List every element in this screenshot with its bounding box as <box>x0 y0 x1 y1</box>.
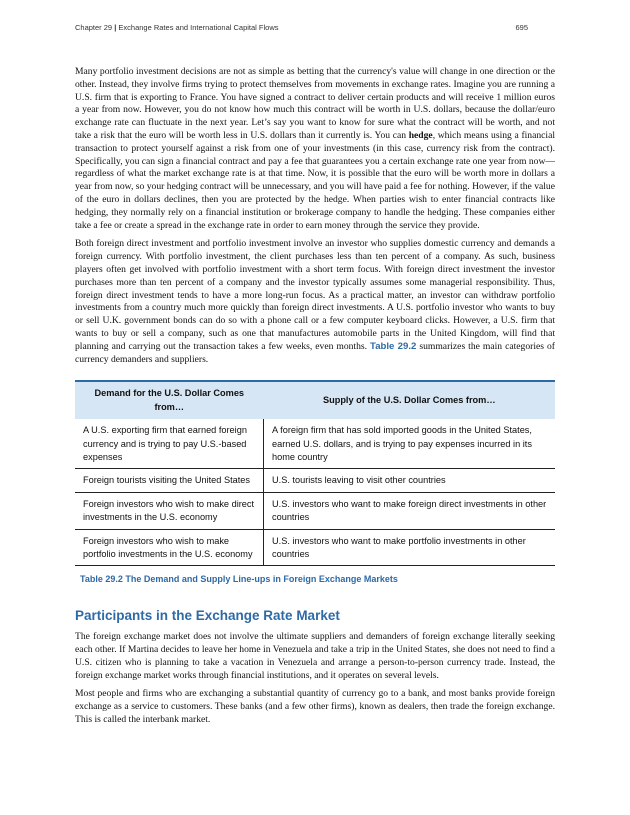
table-row <box>75 469 555 492</box>
section-heading: Participants in the Exchange Rate Market <box>75 608 340 624</box>
table-header-row <box>75 381 555 419</box>
table-cell: Foreign investors who wish to make portfolio investments in the U.S. economy <box>75 529 264 566</box>
table-row <box>75 529 555 566</box>
table-caption: Table 29.2 The Demand and Supply Line-ups in Foreign Exchange Markets <box>80 574 398 585</box>
table-reference-link[interactable]: Table 29.2 <box>370 340 417 352</box>
table-cell: A U.S. exporting firm that earned foreign currency and is trying to pay U.S.-based expenses <box>75 419 264 469</box>
chapter-title: Exchange Rates and International Capital Flows <box>118 23 279 32</box>
column-header-demand: Demand for the U.S. Dollar Comes from… <box>75 381 264 419</box>
running-title <box>75 23 279 32</box>
paragraph-market-levels: The foreign exchange market does not involve the ultimate suppliers and demanders of foreign exchange literally seeking each other. If Martina decides to leave her home in Venezuela and take a trip in the United States, she does not need to find a U.S. citizen who is planning to take a vacation in Venezuela and arrange a person-to-person currency trade. Instead, the foreign exchange market works through financial institutions, and it operates on several levels. <box>75 631 555 681</box>
chapter-label: Chapter 29 <box>75 23 113 32</box>
header-separator: | <box>114 23 117 32</box>
key-term-hedge: hedge <box>408 129 433 141</box>
column-header-supply: Supply of the U.S. Dollar Comes from… <box>264 381 556 419</box>
demand-supply-table <box>75 380 555 566</box>
table-cell: U.S. investors who want to make portfolio investments in other countries <box>264 529 556 566</box>
page-content <box>75 66 555 733</box>
paragraph-text: Both foreign direct investment and portfolio investment involve an investor who supplies domestic currency and demands a foreign currency. With portfolio investment, the client purchases less than ten percent of a company. As such, business players often get involved with portfolio investment with a short term focus. With foreign direct investment the investor purchases more than ten percent of a company and the investor typically assumes some managerial responsibility. Thus, foreign direct investment tends to have a more long-run focus. As a practical matter, an investor can withdraw portfolio investments from a country much more quickly than foreign direct investments. A U.S. portfolio investor who wants to buy or sell U.K. government bonds can do so with a phone call or a few computer keyboard clicks. However, a U.S. firm that wants to buy or sell a company, such as one that manufactures automobile parts in the United Kingdom, will find that planning and carrying out the transaction takes a few weeks, even months. <box>75 238 555 352</box>
paragraph-text: summarizes the main categories of currency demanders and suppliers. <box>75 340 555 365</box>
table-row <box>75 492 555 529</box>
table-cell: A foreign firm that has sold imported goods in the United States, earned U.S. dollars, and is trying to pay expenses incurred in its home country <box>264 419 556 469</box>
page-header <box>75 23 528 32</box>
paragraph-hedging <box>75 66 555 232</box>
table-cell: U.S. investors who want to make foreign direct investments in other countries <box>264 492 556 529</box>
table-row <box>75 419 555 469</box>
paragraph-interbank: Most people and firms who are exchanging a substantial quantity of currency go to a bank, and most banks provide foreign exchange as a service to customers. These banks (and a few other firms), known as dealers, then trade the foreign exchange. This is called the interbank market. <box>75 688 555 725</box>
page-number: 695 <box>515 23 528 32</box>
paragraph-text: , which means using a financial transaction to protect yourself against a risk from one of your investments (in this case, currency risk from the contract). Specifically, you can sign a financial contract and pay a fee that guarantees you a certain exchange rate one year from now—regardless of what the market exchange rate is at that time. Now, it is possible that the euro will be worth more in dollars a year from now, so your hedging contract will be unnecessary, and you will have paid a fee for nothing. However, if the value of the euro in dollars declines, then you are protected by the hedge. When parties wish to enter financial contracts like hedging, they normally rely on a financial institution or brokerage company to handle the hedging. These companies either take a fee or create a spread in the exchange rate in order to earn money through the service they provide. <box>75 129 556 231</box>
paragraph-investment <box>75 238 555 366</box>
table-cell: Foreign investors who wish to make direct investments in the U.S. economy <box>75 492 264 529</box>
table-cell: U.S. tourists leaving to visit other countries <box>264 469 556 492</box>
table-cell: Foreign tourists visiting the United States <box>75 469 264 492</box>
paragraph-text: Many portfolio investment decisions are not as simple as betting that the currency's value will change in one direction or the other. Instead, they involve firms trying to protect themselves from movements in exchange rates. Imagine you are running a U.S. firm that is exporting to France. You have signed a contract to deliver certain products and will receive 1 million euros a year from now. However, you do not know how much this contract will be worth in U.S. dollars, because the dollar/euro exchange rate can fluctuate in the next year. Let’s say you want to know for sure what the contract will be worth, and not take a risk that the euro will be worth less in U.S. dollars than it currently is. You can <box>75 66 555 141</box>
